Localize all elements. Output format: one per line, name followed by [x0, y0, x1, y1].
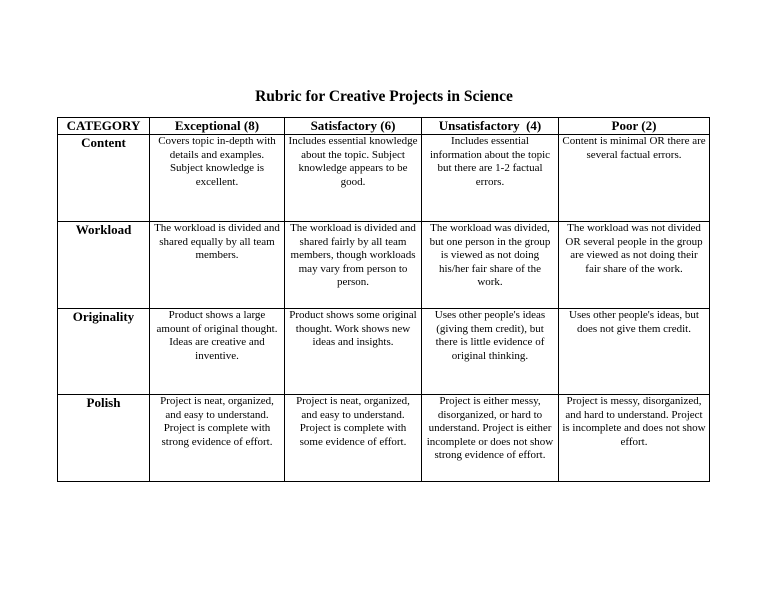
rubric-table [57, 117, 710, 482]
rubric-cell: Project is neat, organized, and easy to understand. Project is complete with some evidence of effort. [285, 395, 422, 482]
rubric-cell: The workload is divided and shared equally by all team members. [150, 222, 285, 309]
rubric-cell: Product shows a large amount of original thought. Ideas are creative and inventive. [150, 309, 285, 395]
category-label: Originality [58, 309, 150, 395]
rubric-cell: Content is minimal OR there are several factual errors. [559, 135, 710, 222]
rubric-cell: The workload was divided, but one person in the group is viewed as not doing his/her fair share of the work. [422, 222, 559, 309]
header-category: CATEGORY [58, 118, 150, 135]
header-row [58, 118, 710, 135]
rubric-cell: Project is either messy, disorganized, or hard to understand. Project is either incomplete or does not show strong evidence of effort. [422, 395, 559, 482]
rubric-cell: Includes essential knowledge about the topic. Subject knowledge appears to be good. [285, 135, 422, 222]
table-row [58, 135, 710, 222]
header-unsatisfactory: Unsatisfactory (4) [422, 118, 559, 135]
table-row [58, 309, 710, 395]
page-title: Rubric for Creative Projects in Science [255, 88, 513, 105]
rubric-cell: Uses other people's ideas (giving them credit), but there is little evidence of original thinking. [422, 309, 559, 395]
rubric-cell: The workload is divided and shared fairly by all team members, though workloads may vary from person to person. [285, 222, 422, 309]
header-exceptional: Exceptional (8) [150, 118, 285, 135]
header-poor: Poor (2) [559, 118, 710, 135]
rubric-cell: Product shows some original thought. Work shows new ideas and insights. [285, 309, 422, 395]
rubric-cell: Covers topic in-depth with details and examples. Subject knowledge is excellent. [150, 135, 285, 222]
table-row [58, 395, 710, 482]
table-row [58, 222, 710, 309]
category-label: Content [58, 135, 150, 222]
rubric-cell: The workload was not divided OR several people in the group are viewed as not doing their fair share of the work. [559, 222, 710, 309]
category-label: Workload [58, 222, 150, 309]
category-label: Polish [58, 395, 150, 482]
rubric-cell: Uses other people's ideas, but does not give them credit. [559, 309, 710, 395]
rubric-cell: Project is neat, organized, and easy to understand. Project is complete with strong evidence of effort. [150, 395, 285, 482]
rubric-cell: Includes essential information about the topic but there are 1-2 factual errors. [422, 135, 559, 222]
header-satisfactory: Satisfactory (6) [285, 118, 422, 135]
rubric-cell: Project is messy, disorganized, and hard to understand. Project is incomplete and does not show effort. [559, 395, 710, 482]
